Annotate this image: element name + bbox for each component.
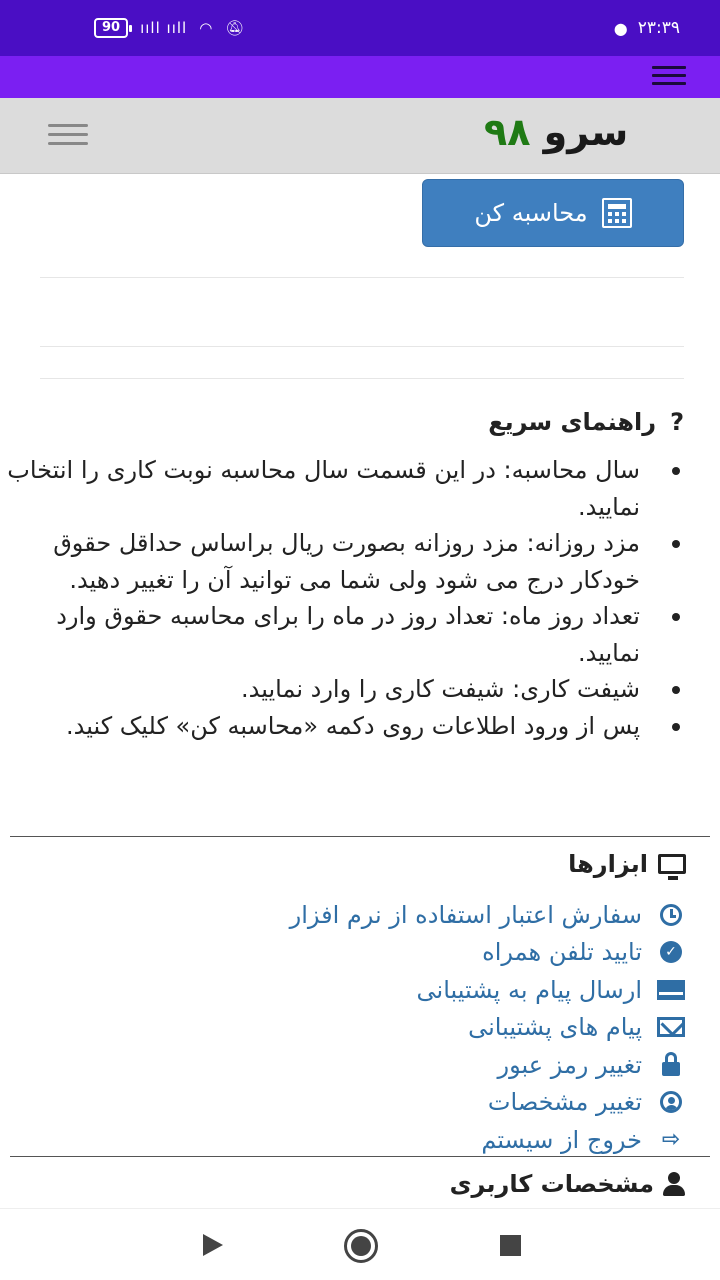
status-icons-left: [94, 18, 245, 38]
guide-title-text: راهنمای سریع: [488, 408, 657, 436]
status-time: ۲۳:۳۹: [637, 18, 680, 38]
app-notification-icon: ●: [613, 18, 628, 38]
calculate-button[interactable]: [422, 179, 684, 247]
tool-link-support-messages[interactable]: [290, 1009, 686, 1047]
envelope-icon: [657, 980, 685, 1000]
wifi-icon: ◠: [199, 19, 214, 37]
tool-link-label: سفارش اعتبار استفاده از نرم افزار: [289, 900, 642, 929]
app-bar: [0, 56, 720, 98]
check-circle-icon: ✓: [660, 941, 682, 963]
divider: [40, 378, 684, 379]
guide-item: شیفت کاری: شیفت کاری را وارد نمایید.: [0, 671, 672, 708]
tool-link-verify-phone[interactable]: [290, 934, 686, 972]
tool-link-label: ارسال پیام به پشتیبانی: [416, 975, 642, 1004]
lock-icon: [662, 1062, 680, 1076]
guide-list: [0, 452, 640, 744]
site-header: [0, 98, 720, 174]
mute-icon: 🔕︎: [225, 19, 246, 37]
home-icon[interactable]: [344, 1229, 378, 1263]
divider: [40, 346, 684, 347]
status-bar: [0, 0, 720, 56]
tools-list: [290, 896, 686, 1159]
profile-title: مشخصات کاربری: [449, 1170, 654, 1198]
tool-link-logout[interactable]: [290, 1121, 686, 1159]
user-circle-icon: [660, 1091, 682, 1113]
tool-link-edit-profile[interactable]: [290, 1084, 686, 1122]
battery-icon: 90: [94, 18, 128, 38]
tool-link-send-message[interactable]: [290, 971, 686, 1009]
envelope-outline-icon: [657, 1017, 685, 1037]
profile-heading: [450, 1170, 686, 1198]
calculator-icon: [602, 198, 632, 228]
section-divider: [10, 1156, 710, 1157]
section-divider: [10, 836, 710, 837]
status-icons-right: [614, 18, 680, 38]
tool-link-change-password[interactable]: [290, 1046, 686, 1084]
question-icon: ?: [670, 408, 684, 436]
menu-icon[interactable]: [652, 66, 686, 88]
guide-item: تعداد روز ماه: تعداد روز در ماه را برای محاسبه حقوق وارد نمایید.: [0, 598, 672, 671]
user-icon: [662, 1172, 686, 1196]
divider: [40, 277, 684, 278]
guide-item: مزد روزانه: مزد روزانه بصورت ریال براساس حداقل حقوق خودکار درج می شود ولی شما می توانید آن را تغییر دهید.: [0, 525, 672, 598]
tool-link-order-credit[interactable]: [290, 896, 686, 934]
site-logo[interactable]: [484, 110, 628, 154]
guide-title: [488, 408, 684, 436]
logo-number: ۹۸: [484, 110, 531, 154]
recent-apps-icon[interactable]: [500, 1235, 521, 1256]
system-nav-bar: [0, 1208, 720, 1280]
logo-word: سرو: [543, 110, 629, 154]
guide-item: سال محاسبه: در این قسمت سال محاسبه نوبت کاری را انتخاب نمایید.: [0, 452, 672, 525]
tool-link-label: خروج از سیستم: [481, 1125, 642, 1154]
calculate-button-label: محاسبه کن: [474, 199, 588, 227]
tool-link-label: تایید تلفن همراه: [482, 938, 642, 967]
desktop-icon: [658, 854, 686, 874]
signal-icon: ııll ııll: [140, 19, 188, 37]
sign-out-icon: ⇨: [661, 1127, 681, 1153]
hamburger-menu-icon[interactable]: [48, 124, 88, 148]
back-icon[interactable]: [203, 1234, 223, 1256]
tools-heading: [568, 850, 686, 878]
tool-link-label: تغییر مشخصات: [487, 1088, 642, 1117]
tools-title: ابزارها: [568, 850, 648, 878]
guide-item: پس از ورود اطلاعات روی دکمه «محاسبه کن» کلیک کنید.: [0, 708, 672, 745]
tool-link-label: تغییر رمز عبور: [497, 1050, 642, 1079]
tool-link-label: پیام های پشتیبانی: [468, 1013, 642, 1042]
clock-icon: [660, 904, 682, 926]
